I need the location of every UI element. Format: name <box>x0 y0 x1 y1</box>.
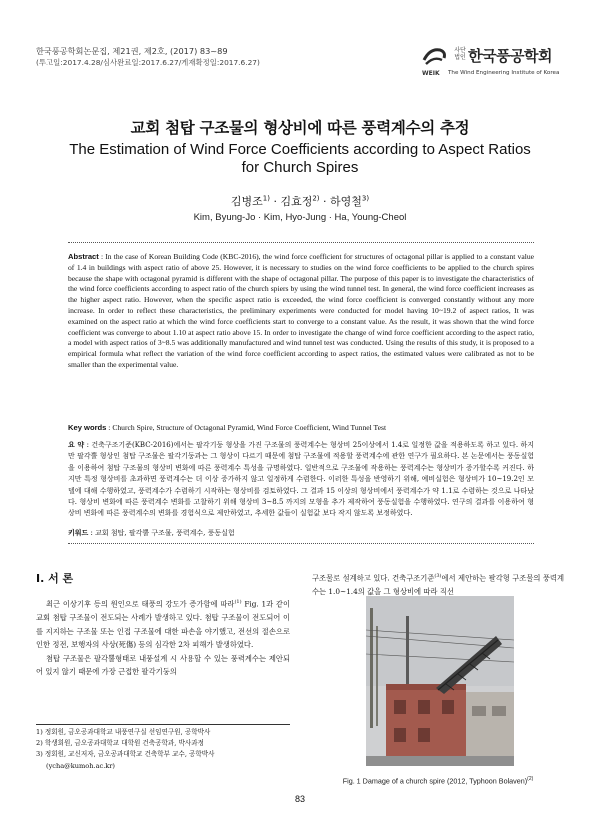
page-number: 83 <box>294 794 305 804</box>
body-paragraph <box>36 652 290 679</box>
figure-photo <box>366 596 514 766</box>
keywords-ko-label: 키워드 <box>68 529 89 537</box>
footnote-rule <box>36 724 290 725</box>
summary-text: : 건축구조기준(KBC-2016)에서는 팔각기둥 형상을 가진 구조물의 풍력계수는 형상비 25이상에서 1.4로 일정한 값을 적용하도록 하고 있다. 하지만 팔각뿔 형상인 첨탑 구조물은 팔각기둥과는 그 형상이 다르기 때문에 첨탑 구조물에 적용할 풍력계수에 관한 연구가 필요하다. 본 논문에서는 풍동실험을 이용하여 첨탑 구조물의 형상비 변화에 따른 풍력계수 특성을 규명하였다. 일반적으로 구조물에 작용하는 풍력계수는 형상비가 증가할수록 커진다. 하지만 특정 형상비를 초과하면 풍력계수는 더 이상 증가하지 않고 일정하게 수렴한다. 이러한 특성을 반영하기 위해, 예비실험은 형상비가 10~19.2인 모델에 대해 수행하였고, 풍력계수가 수렴하기 시작하는 형상비를 검토하였다. 그 결과 15 이상의 형상비에서 풍력계수가 약 1.1로 수렴하는 것으로 나타났다. 형상비 변화에 따른 풍력계수 변화를 고찰하기 위해 형상비 3~8.5 까지의 모형을 추가 제작하여 풍동실험을 수행하였다. 연구의 결과를 이용하여 형상비 변화에 따른 풍력계수의 변화를 경험식으로 제안하였고, 추세한 값들이 실험값 보다 작지 않도록 보정하였다. <box>68 441 534 518</box>
damaged-spire-photo <box>366 596 514 766</box>
divider <box>68 543 534 544</box>
keywords-english <box>68 423 534 433</box>
journal-citation: 한국풍공학회논문집, 제21권, 제2호, (2017) 83~89 <box>36 46 228 56</box>
society-name-ko: 한국풍공학회 <box>468 47 552 65</box>
section-heading: I. 서 론 <box>36 572 74 585</box>
author-name: 김효정 <box>280 195 313 208</box>
reference-mark: (2) <box>527 776 534 782</box>
legal-entity-label: 사단 법인 <box>454 47 466 61</box>
society-logo <box>418 44 568 80</box>
reference-mark: (1) <box>234 599 242 605</box>
body-paragraph <box>36 596 290 652</box>
wind-logo-icon <box>422 46 448 68</box>
corresponding-email: (ycha@kumoh.ac.kr) <box>46 761 116 770</box>
author-mark: 2) <box>312 194 320 203</box>
abstract-text: : In the case of Korean Building Code (KBC-2016), the wind force coefficient for structures of octagonal pillar is applied to a constant value of 1.4 in buildings with aspect ratio of above 25. However, it is necessary to studies on the wind force coefficients to be applied to the church spires because the shape with octagonal pyramid is different with the shape of octagonal pillar. The purpose of this paper is to investigate the characteristics of the wind force coefficients according to aspect ratio of the church spiers by using the wind tunnel test. In general, the wind force coefficient increases as the higher aspect ratio. However, when the specific aspect ratio is exceeded, the wind force coefficient is converged constantly without any more increase. In order to reflect these characteristics, the preliminary experiments were conducted for model having 10~19.2 of aspect ratios, It was examined on the aspect ratio at which the wind force coefficients start to converge to a constant value. As the result, it was shown that the wind force coefficient was converge to about 1.10 at aspect ratio above 15. In order to investigate the change of wind force coefficient according to the aspect ratio, a model with aspect ratios of 3~8.5 was additionally manufactured and wind tunnel test was conducted. Using the results of this study, it is proposed to a empirical formula what reflect the variation of the wind force coefficient according to aspect ratios, the estimated values were calibrated as not to be smaller than the experimental value. <box>68 252 534 369</box>
footnote-item: 1) 정회원, 금오공과대학교 내풍연구실 선임연구원, 공학박사 <box>36 728 211 736</box>
keywords-label: Key words <box>68 423 107 432</box>
author-name: 하영철 <box>330 195 362 208</box>
figure-caption <box>312 776 564 785</box>
keywords-ko-text: : 교회 첨탑, 팔각뿔 구조물, 풍력계수, 풍동실험 <box>88 529 235 537</box>
body-paragraph <box>312 570 564 599</box>
abstract-label: Abstract <box>68 252 99 261</box>
footnote-item: 2) 학생회원, 금오공과대학교 대학원 건축공학과, 박사과정 <box>36 739 204 748</box>
paragraph-text: 구조물로 설계하고 있다. 건축구조기준 <box>312 573 435 583</box>
body-column-right <box>312 570 564 599</box>
paper-title-english: The Estimation of Wind Force Coefficients according to Aspect Ratios for Church Spires <box>69 141 531 176</box>
journal-info <box>36 46 336 68</box>
society-name-en: The Wind Engineering Institute of Korea <box>448 70 560 76</box>
author-list-korean <box>0 193 600 209</box>
author-mark: 3) <box>361 194 370 203</box>
author-separator: · <box>319 195 331 208</box>
paragraph-text: 첨탑 구조물은 팔각뿔형태로 내풍설계 시 사용할 수 있는 풍력계수는 제안되어 있지 않기 때문에 가장 근접한 팔각기둥의 <box>36 653 290 677</box>
paragraph-text: 에서 제안하는 팔각형 구조물의 풍력계수는 1.0~1.4의 값을 그 형상비에 따라 직선 <box>312 573 565 597</box>
paragraph-text: 최근 이상기후 등의 원인으로 태풍의 강도가 증가함에 따라 <box>46 599 235 609</box>
keywords-text: : Church Spire, Structure of Octagonal Pyramid, Wind Force Coefficient, Wind Tunnel Test <box>106 423 387 432</box>
summary-korean <box>68 440 534 520</box>
paper-title-korean: 교회 첨탑 구조물의 형상비에 따른 풍력계수의 추정 <box>130 119 470 137</box>
summary-label: 요 약 <box>68 441 85 449</box>
reference-mark: (3) <box>434 573 442 579</box>
author-separator: · <box>269 195 281 208</box>
society-abbr: WEIK <box>422 70 440 77</box>
journal-dates: (투고일:2017.4.28/심사완료일:2017.6.27/게재확정일:2017.6.27) <box>36 58 260 67</box>
author-list-english: Kim, Byung-Jo · Kim, Hyo-Jung · Ha, Young-Cheol <box>193 212 407 223</box>
footnote-item: 3) 정회원, 교신저자, 금오공과대학교 건축학부 교수, 공학박사 <box>36 750 215 759</box>
author-name: 김병조 <box>230 195 263 208</box>
author-mark: 1) <box>262 194 270 203</box>
body-column-left <box>36 570 290 679</box>
divider <box>68 242 534 243</box>
caption-text: Fig. 1 Damage of a church spire (2012, Typhoon Bolaven) <box>342 776 528 786</box>
paragraph-text: Fig. 1과 같이 교회 첨탑 구조물이 전도되는 사례가 발생하고 있다. 첨탑 구조물이 전도되어 이를 지지하는 구조물 또는 인접 구조물에 대한 파손을 야기했고, 전선의 절손으로 인한 정전, 보행자의 사상(死傷) 등의 심각한 2차 피해가 발생하였다. <box>36 599 291 650</box>
keywords-korean <box>68 528 534 538</box>
footnotes <box>36 727 290 772</box>
abstract <box>68 252 534 371</box>
